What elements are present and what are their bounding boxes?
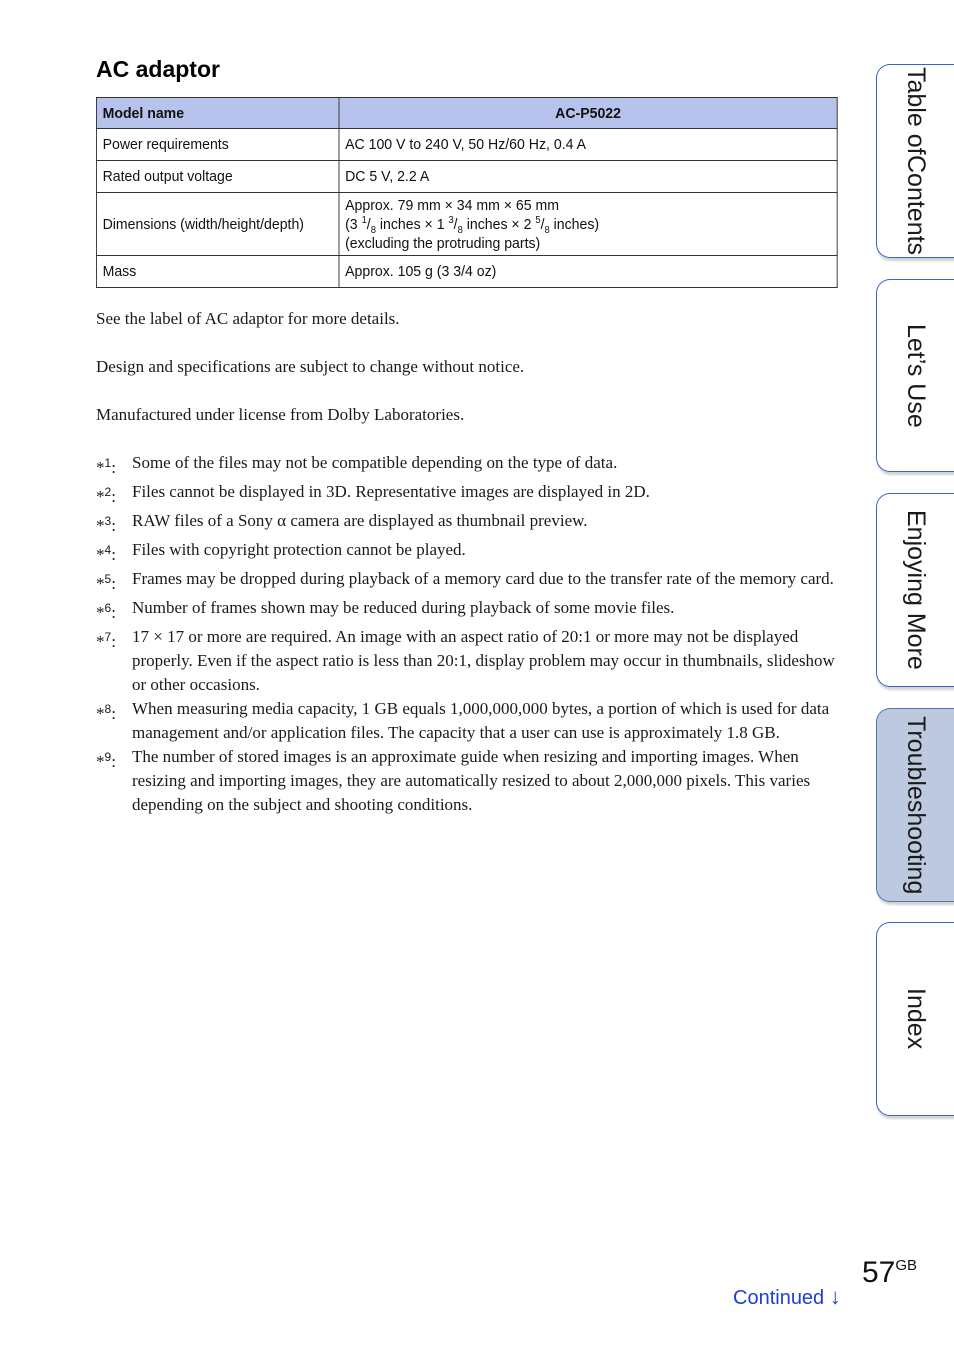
- footnote: [96, 451, 836, 480]
- row-value: Approx. 105 g (3 3/4 oz): [339, 256, 837, 288]
- tab-enjoying-more[interactable]: [876, 493, 954, 687]
- paragraph: Design and specifications are subject to change without notice.: [96, 357, 525, 376]
- tab-index[interactable]: [876, 922, 954, 1116]
- footnote: [96, 509, 836, 538]
- footnote: [96, 538, 836, 567]
- footnote: [96, 697, 836, 745]
- footnote: [96, 596, 836, 625]
- paragraph: Manufactured under license from Dolby Laboratories.: [96, 405, 465, 424]
- tab-label: Troubleshooting: [902, 715, 930, 895]
- row-label: Rated output voltage: [96, 161, 339, 193]
- tab-label: Let’s Use: [902, 323, 930, 428]
- row-label: Dimensions (width/height/depth): [96, 193, 339, 256]
- table-row: [96, 256, 837, 288]
- arrow-down-icon: ↓: [829, 1284, 841, 1309]
- footnote-text: 17 × 17 or more are required. An image with an aspect ratio of 20:1 or more may not be displayed properly. Even if the aspect ratio is less than 20:1, display problem may occur in thumbnails, slideshow or other occasions.: [132, 627, 835, 694]
- footnote-mark: *$^8$:: [96, 702, 116, 723]
- footnote-mark: *$^7$:: [96, 630, 116, 651]
- footnote-mark: *$^2$:: [96, 485, 116, 506]
- footnote-mark: *$^9$:: [96, 750, 116, 771]
- footnote-text: RAW files of a Sony α camera are displayed as thumbnail preview.: [132, 511, 588, 530]
- tab-lets-use[interactable]: [876, 279, 954, 472]
- page-number: $57^{GB}$: [862, 1256, 918, 1289]
- footnote: [96, 567, 836, 596]
- footnote: [96, 745, 836, 817]
- footnote-text: Files cannot be displayed in 3D. Representative images are displayed in 2D.: [132, 482, 650, 501]
- section-title: AC adaptor: [96, 56, 220, 82]
- tab-label: Enjoying More: [902, 510, 930, 670]
- tab-label: Index: [902, 988, 930, 1050]
- paragraph: See the label of AC adaptor for more details.: [96, 309, 400, 328]
- tab-table-of-contents[interactable]: [876, 64, 954, 258]
- row-label: Mass: [96, 256, 339, 288]
- spec-table: [96, 97, 838, 288]
- table-row: [96, 129, 837, 161]
- footnote: [96, 480, 836, 509]
- dimension-line-1: Approx. 79 mm × 34 mm × 65 mm: [345, 196, 560, 214]
- dimension-line-3: (excluding the protruding parts): [345, 234, 541, 252]
- row-value: AC 100 V to 240 V, 50 Hz/60 Hz, 0.4 A: [339, 129, 837, 161]
- tab-label: Contents: [902, 154, 930, 255]
- footnote-text: When measuring media capacity, 1 GB equals 1,000,000,000 bytes, a portion of which is used for data management and/or application files. The capacity that a user can use is approximately 1.8 GB.: [132, 699, 830, 742]
- footnote-mark: *$^5$:: [96, 572, 116, 593]
- header-value: AC-P5022: [339, 98, 837, 129]
- row-value: [339, 193, 837, 256]
- dimension-line-2: (3 $^1/_8$ inches × 1 $^3/_8$ inches × 2 $^5/_8$ inches): [345, 214, 600, 236]
- footnote-text: Frames may be dropped during playback of a memory card due to the transfer rate of the memory card.: [132, 569, 834, 588]
- table-row: [96, 193, 837, 256]
- footnote-text: The number of stored images is an approximate guide when resizing and importing images. When resizing and importing images, they are automatically resized to about 2,000,000 pixels. This varies depending on the subject and shooting conditions.: [132, 747, 811, 814]
- footnote-text: Number of frames shown may be reduced during playback of some movie files.: [132, 598, 675, 617]
- footnote-list: [96, 451, 836, 817]
- continued-link[interactable]: [733, 1284, 841, 1310]
- spec-table-header: [96, 98, 837, 129]
- tab-label: Table of: [902, 67, 930, 155]
- footnote-text: Some of the files may not be compatible depending on the type of data.: [132, 453, 618, 472]
- footnote-mark: *$^1$:: [96, 456, 116, 477]
- header-label: Model name: [96, 98, 339, 129]
- footnote-mark: *$^6$:: [96, 601, 116, 622]
- tab-troubleshooting[interactable]: [876, 708, 954, 902]
- row-label: Power requirements: [96, 129, 339, 161]
- row-value: DC 5 V, 2.2 A: [339, 161, 837, 193]
- continued-label: Continued: [733, 1287, 825, 1309]
- footnote-text: Files with copyright protection cannot be played.: [132, 540, 466, 559]
- table-row: [96, 161, 837, 193]
- footnote-mark: *$^4$:: [96, 543, 116, 564]
- footnote-mark: *$^3$:: [96, 514, 116, 535]
- footnote: [96, 625, 836, 697]
